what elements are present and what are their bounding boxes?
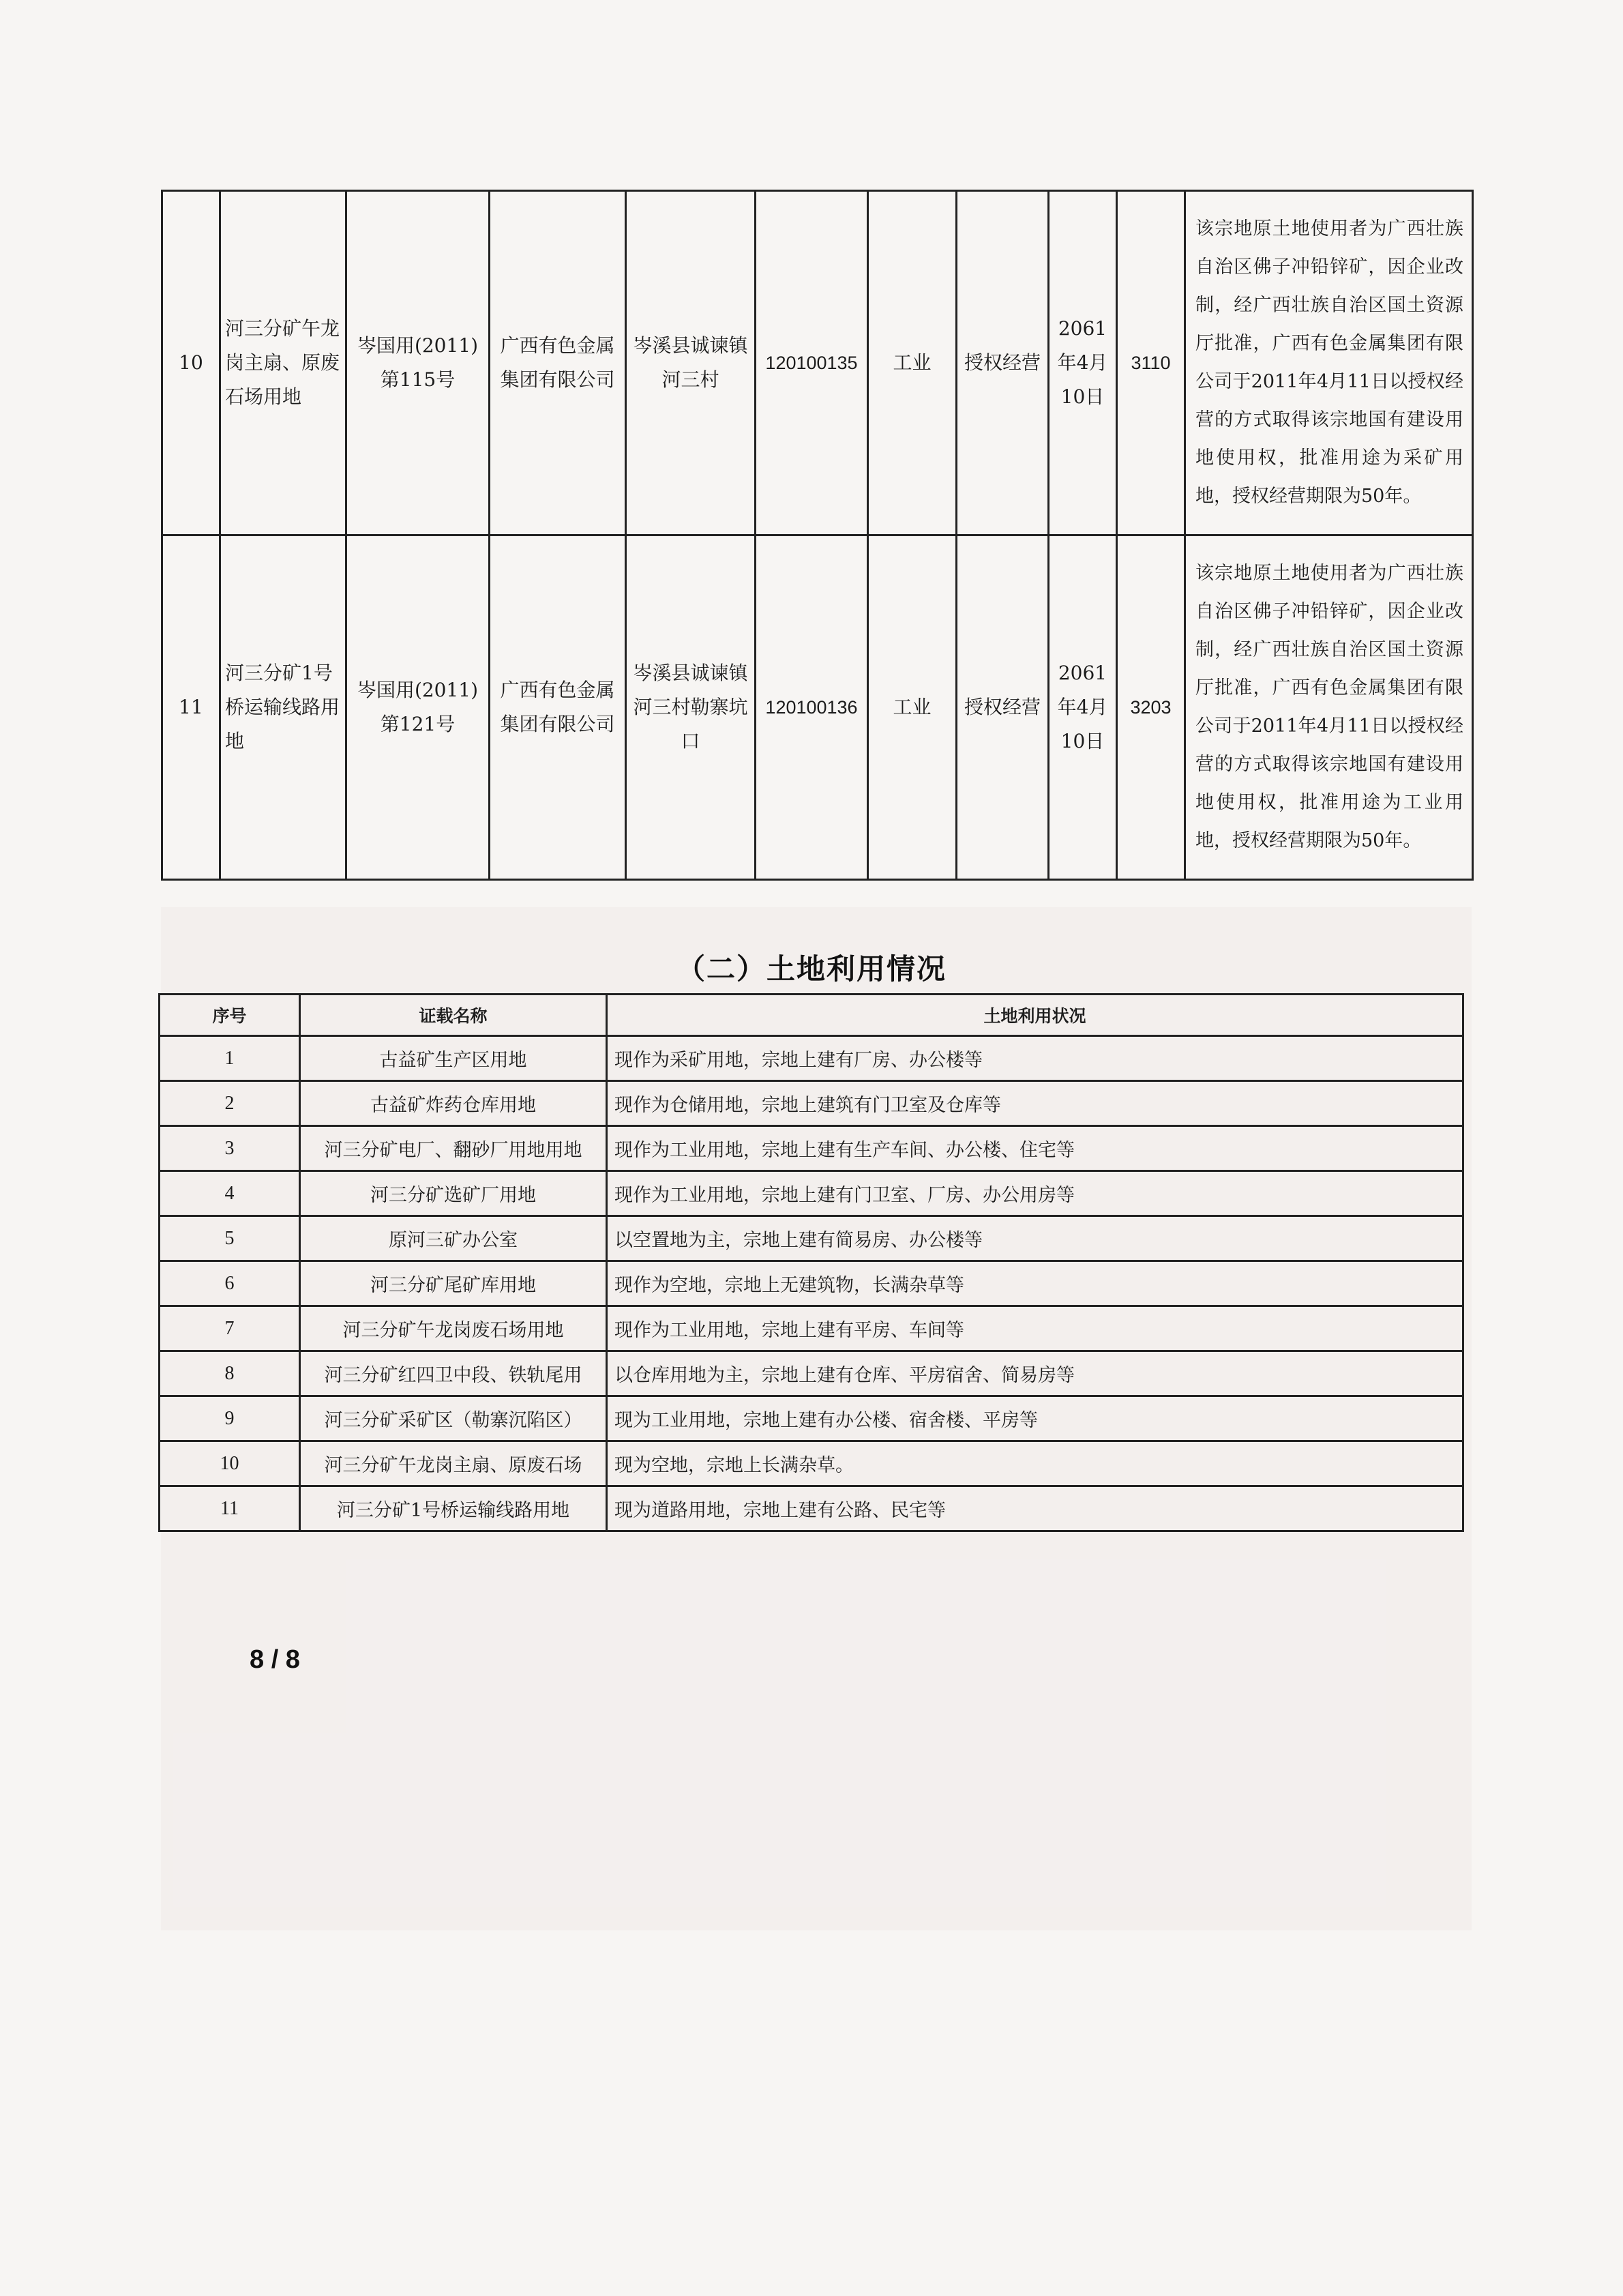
parcel-code: 120100136 [756,535,868,880]
row-index: 10 [160,1441,300,1486]
row-index: 3 [160,1126,300,1171]
land-holder: 广西有色金属集团有限公司 [490,535,626,880]
usage-status: 以仓库用地为主，宗地上建有仓库、平房宿舍、简易房等 [607,1351,1463,1396]
usage-table-row [160,1441,1463,1486]
land-table-row [162,535,1473,880]
row-index: 5 [160,1216,300,1261]
header-cert-name: 证载名称 [300,995,607,1036]
usage-table-row [160,1036,1463,1081]
cert-name: 河三分矿尾矿库用地 [300,1261,607,1306]
row-number: 10 [162,191,220,535]
usage-status: 现作为仓储用地，宗地上建筑有门卫室及仓库等 [607,1081,1463,1126]
cert-name: 河三分矿1号桥运输线路用地 [300,1486,607,1531]
row-index: 11 [160,1486,300,1531]
row-number: 11 [162,535,220,880]
usage-table-row [160,1171,1463,1216]
parcel-name: 河三分矿午龙岗主扇、原废石场用地 [220,191,346,535]
land-use: 工业 [868,191,957,535]
usage-table-row [160,1351,1463,1396]
parcel-area: 3110 [1117,191,1185,535]
usage-status: 现为空地，宗地上长满杂草。 [607,1441,1463,1486]
row-index: 1 [160,1036,300,1081]
row-index: 4 [160,1171,300,1216]
cert-name: 古益矿生产区用地 [300,1036,607,1081]
cert-name: 原河三矿办公室 [300,1216,607,1261]
land-certificate-table [161,190,1474,881]
usage-status: 现为工业用地，宗地上建有办公楼、宿舍楼、平房等 [607,1396,1463,1441]
land-table-row [162,191,1473,535]
usage-table-row [160,1216,1463,1261]
acquisition-type: 授权经营 [957,535,1049,880]
row-index: 2 [160,1081,300,1126]
land-holder: 广西有色金属集团有限公司 [490,191,626,535]
header-usage-status: 土地利用状况 [607,995,1463,1036]
expiry-date: 2061年4月10日 [1049,535,1117,880]
parcel-location: 岑溪县诚谏镇河三村勒寨坑口 [626,535,756,880]
cert-name: 河三分矿午龙岗废石场用地 [300,1306,607,1351]
usage-table-row [160,1261,1463,1306]
parcel-name: 河三分矿1号桥运输线路用地 [220,535,346,880]
cert-name: 河三分矿电厂、翻砂厂用地用地 [300,1126,607,1171]
usage-table-row [160,1126,1463,1171]
row-index: 6 [160,1261,300,1306]
expiry-date: 2061年4月10日 [1049,191,1117,535]
usage-status: 现作为工业用地，宗地上建有生产车间、办公楼、住宅等 [607,1126,1463,1171]
parcel-location: 岑溪县诚谏镇河三村 [626,191,756,535]
usage-table-row [160,1306,1463,1351]
cert-name: 河三分矿红四卫中段、铁轨尾用 [300,1351,607,1396]
parcel-code: 120100135 [756,191,868,535]
cert-name: 河三分矿采矿区（勒寨沉陷区） [300,1396,607,1441]
usage-table-row [160,1486,1463,1531]
cert-name: 河三分矿午龙岗主扇、原废石场 [300,1441,607,1486]
usage-status: 现作为工业用地，宗地上建有门卫室、厂房、办公用房等 [607,1171,1463,1216]
usage-status: 现作为工业用地，宗地上建有平房、车间等 [607,1306,1463,1351]
usage-status: 以空置地为主，宗地上建有简易房、办公楼等 [607,1216,1463,1261]
header-index: 序号 [160,995,300,1036]
page-number: 8 / 8 [250,1645,300,1674]
usage-table-row [160,1396,1463,1441]
cert-name: 河三分矿选矿厂用地 [300,1171,607,1216]
parcel-area: 3203 [1117,535,1185,880]
row-index: 8 [160,1351,300,1396]
usage-status: 现作为采矿用地，宗地上建有厂房、办公楼等 [607,1036,1463,1081]
usage-header-row [160,995,1463,1036]
land-use: 工业 [868,535,957,880]
cert-name: 古益矿炸药仓库用地 [300,1081,607,1126]
certificate-number: 岑国用(2011)第115号 [346,191,490,535]
certificate-number: 岑国用(2011)第121号 [346,535,490,880]
acquisition-type: 授权经营 [957,191,1049,535]
remarks: 该宗地原土地使用者为广西壮族自治区佛子冲铅锌矿，因企业改制，经广西壮族自治区国土资源厅批准，广西有色金属集团有限公司于2011年4月11日以授权经营的方式取得该宗地国有建设用地使用权，批准用途为工业用地，授权经营期限为50年。 [1185,535,1473,880]
row-index: 7 [160,1306,300,1351]
usage-table-row [160,1081,1463,1126]
land-usage-table [158,993,1464,1532]
usage-status: 现为道路用地，宗地上建有公路、民宅等 [607,1486,1463,1531]
row-index: 9 [160,1396,300,1441]
usage-status: 现作为空地，宗地上无建筑物，长满杂草等 [607,1261,1463,1306]
remarks: 该宗地原土地使用者为广西壮族自治区佛子冲铅锌矿，因企业改制，经广西壮族自治区国土资源厅批准，广西有色金属集团有限公司于2011年4月11日以授权经营的方式取得该宗地国有建设用地使用权，批准用途为采矿用地，授权经营期限为50年。 [1185,191,1473,535]
section-title: （二）土地利用情况 [676,952,947,986]
